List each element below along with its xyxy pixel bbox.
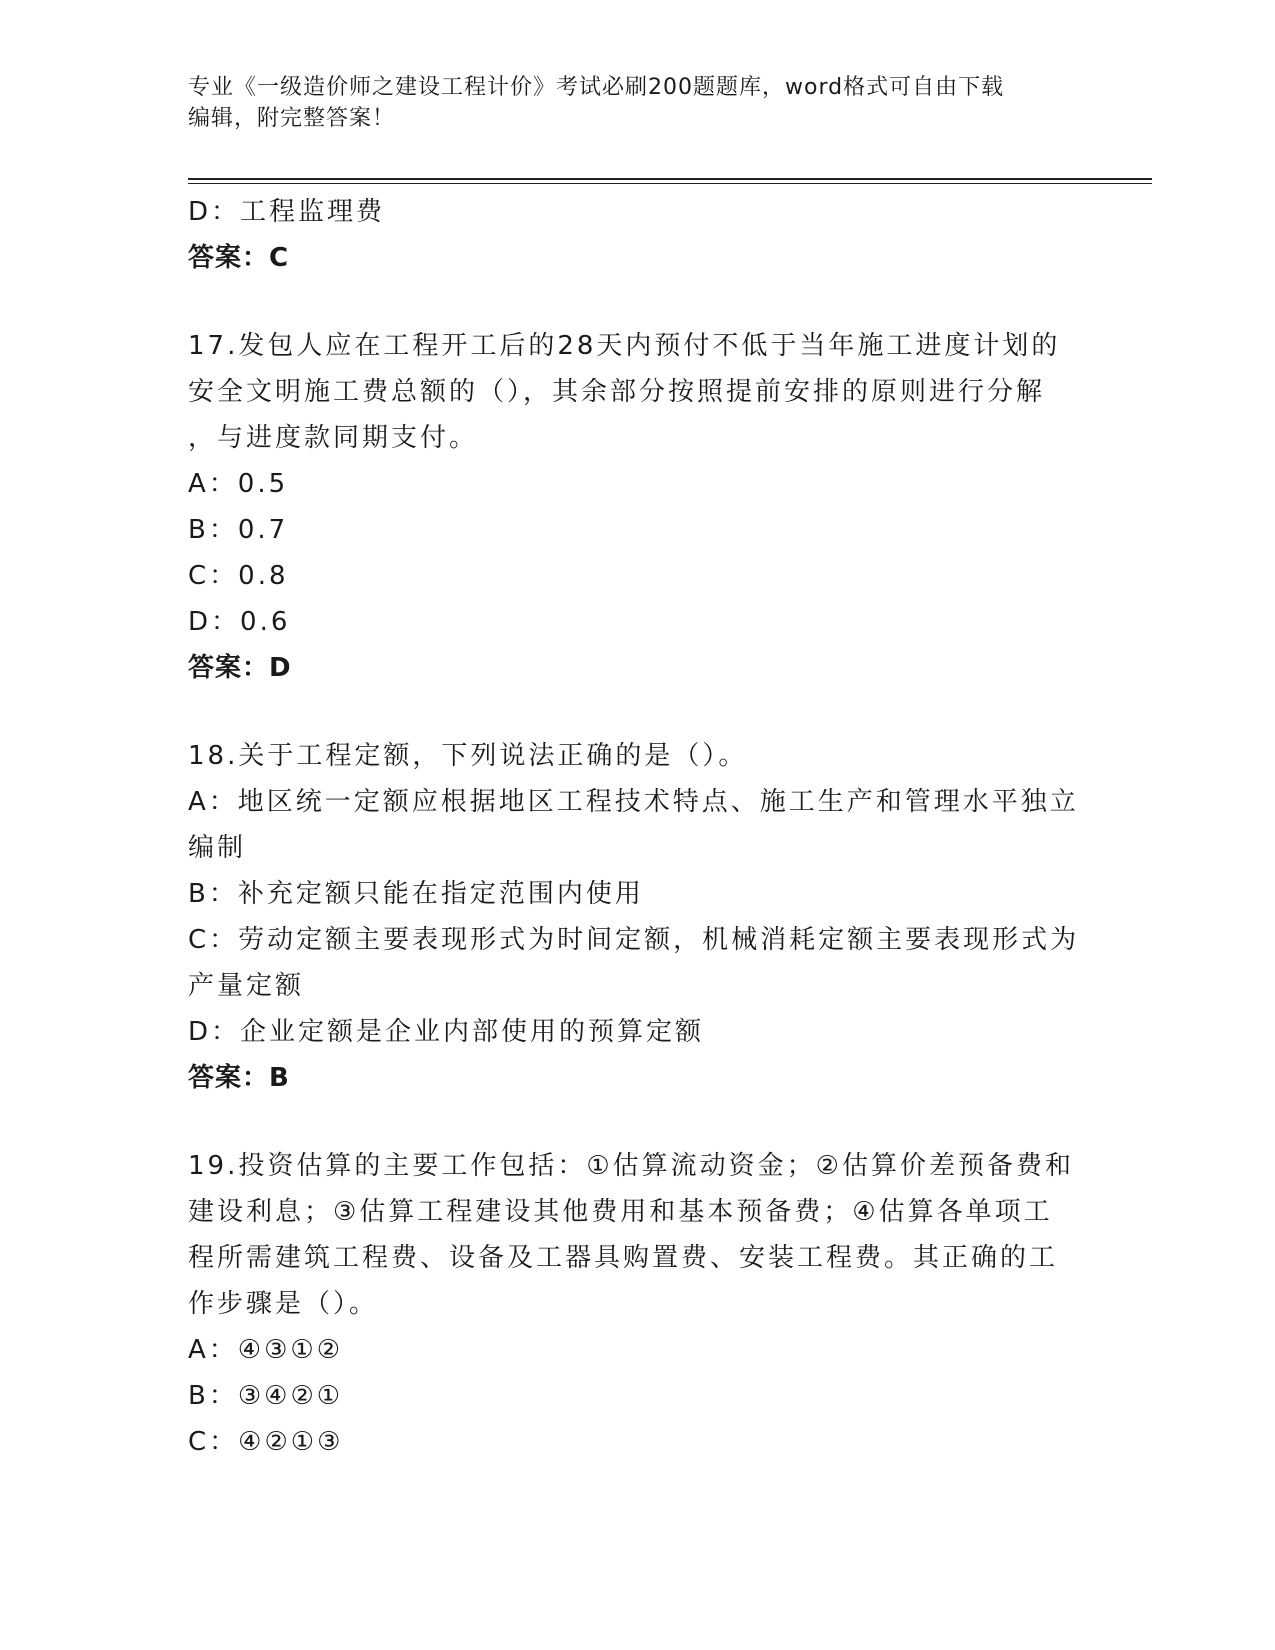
spacer xyxy=(188,691,1088,733)
question-stem: 18.关于工程定额，下列说法正确的是（）。 xyxy=(188,741,748,771)
spacer xyxy=(188,1101,1088,1143)
answer-line: 答案：B xyxy=(188,1063,290,1093)
option-a-continued: 编制 xyxy=(188,833,247,863)
document-header xyxy=(188,72,1068,134)
question-stem: 17.发包人应在工程开工后的28天内预付不低于当年施工进度计划的 xyxy=(188,331,1061,361)
spacer xyxy=(188,281,1088,323)
option-d: D：0.6 xyxy=(188,607,291,637)
question-stem: 建设利息；③估算工程建设其他费用和基本预备费；④估算各单项工 xyxy=(188,1197,1053,1227)
question-stem: ，与进度款同期支付。 xyxy=(188,423,479,453)
question-stem: 19.投资估算的主要工作包括：①估算流动资金；②估算价差预备费和 xyxy=(188,1151,1074,1181)
option-b: B：补充定额只能在指定范围内使用 xyxy=(188,879,644,909)
question-stem: 作步骤是（）。 xyxy=(188,1289,379,1319)
question-19 xyxy=(188,1143,1088,1465)
question-stem: 安全文明施工费总额的（），其余部分按照提前安排的原则进行分解 xyxy=(188,377,1046,407)
question-stem: 程所需建筑工程费、设备及工器具购置费、安装工程费。其正确的工 xyxy=(188,1243,1059,1273)
answer-line: 答案：D xyxy=(188,653,292,683)
header-divider-thick xyxy=(188,178,1152,180)
header-divider-thin xyxy=(188,183,1152,184)
option-a: A：地区统一定额应根据地区工程技术特点、施工生产和管理水平独立 xyxy=(188,787,1079,817)
option-b: B：③④②① xyxy=(188,1381,344,1411)
option-a: A：④③①② xyxy=(188,1335,344,1365)
header-line-1: 专业《一级造价师之建设工程计价》考试必刷200题题库，word格式可自由下载 xyxy=(188,75,1005,100)
option-c: C：④②①③ xyxy=(188,1427,344,1457)
option-d: D：企业定额是企业内部使用的预算定额 xyxy=(188,1017,705,1047)
option-c-continued: 产量定额 xyxy=(188,971,305,1001)
question-17 xyxy=(188,323,1088,691)
option-c: C：0.8 xyxy=(188,561,289,591)
question-18 xyxy=(188,733,1088,1101)
question-content xyxy=(188,189,1088,1465)
option-c: C：劳动定额主要表现形式为时间定额，机械消耗定额主要表现形式为 xyxy=(188,925,1080,955)
header-line-2: 编辑，附完整答案！ xyxy=(188,106,396,131)
option-d: D：工程监理费 xyxy=(188,197,386,227)
option-a: A：0.5 xyxy=(188,469,289,499)
option-b: B：0.7 xyxy=(188,515,289,545)
answer-line: 答案：C xyxy=(188,243,290,273)
